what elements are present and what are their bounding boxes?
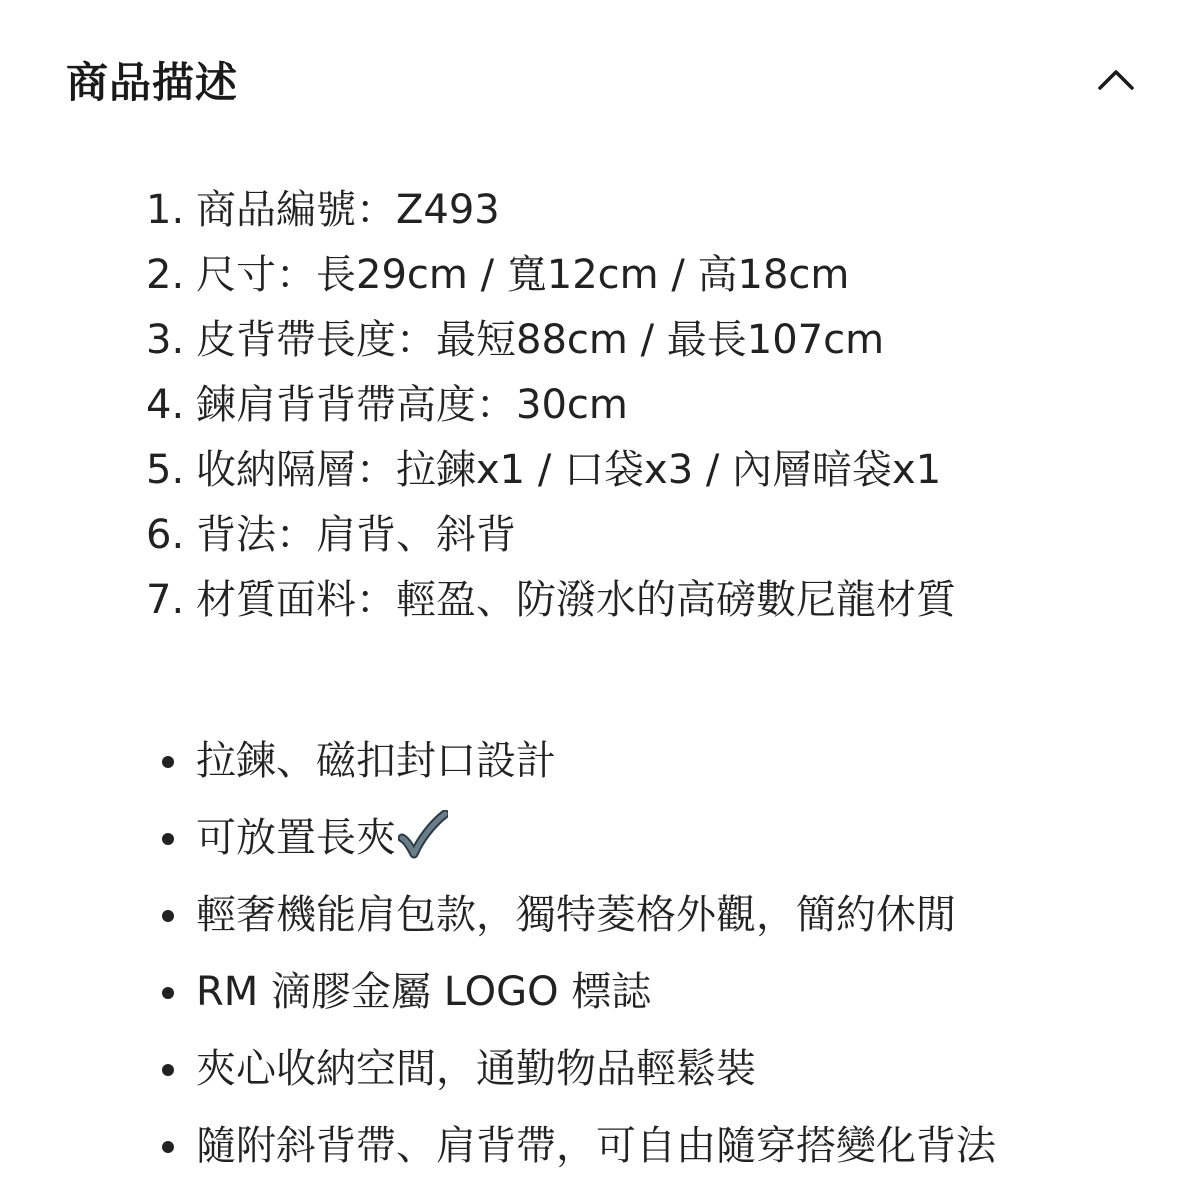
- feature-item: [0, 954, 1200, 1031]
- bullet-dot: [162, 987, 174, 999]
- feature-item: [0, 800, 1200, 877]
- spec-text: 收納隔層：拉鍊x1 / 口袋x3 / 內層暗袋x1: [196, 447, 942, 493]
- feature-text: RM 滴膠金屬 LOGO 標誌: [196, 969, 652, 1015]
- description-content: [0, 178, 1200, 1169]
- spec-number: 2.: [146, 252, 185, 298]
- spec-item: [0, 503, 1200, 568]
- bullet-dot: [162, 910, 174, 922]
- spec-number: 5.: [146, 447, 185, 493]
- spec-item: [0, 178, 1200, 243]
- spec-list: [0, 178, 1200, 633]
- section-title: 商品描述: [66, 58, 239, 107]
- spec-item: [0, 308, 1200, 373]
- spec-number: 7.: [146, 577, 185, 623]
- feature-text: 輕奢機能肩包款，獨特菱格外觀，簡約休閒: [196, 892, 956, 938]
- feature-text: 夾心收納空間，通勤物品輕鬆裝: [196, 1046, 756, 1092]
- spec-number: 6.: [146, 512, 185, 558]
- feature-text: 隨附斜背帶、肩背帶，可自由隨穿搭變化背法: [196, 1123, 996, 1169]
- spec-item: [0, 438, 1200, 503]
- spec-number: 4.: [146, 382, 185, 428]
- spec-number: 3.: [146, 317, 185, 363]
- spec-text: 材質面料：輕盈、防潑水的高磅數尼龍材質: [196, 577, 956, 623]
- spec-item: [0, 568, 1200, 633]
- feature-item: [0, 723, 1200, 800]
- spec-item: [0, 373, 1200, 438]
- bullet-dot: [162, 833, 174, 845]
- spec-text: 商品編號：Z493: [196, 187, 500, 233]
- chevron-up-icon[interactable]: [1096, 60, 1136, 100]
- description-accordion-header[interactable]: [66, 48, 1136, 112]
- bullet-dot: [162, 756, 174, 768]
- spec-number: 1.: [146, 187, 185, 233]
- bullet-dot: [162, 1064, 174, 1076]
- check-mark-icon: [398, 809, 448, 859]
- feature-item: [0, 877, 1200, 954]
- feature-list: [0, 723, 1200, 1185]
- spec-text: 皮背帶長度：最短88cm / 最長107cm: [196, 317, 885, 363]
- bullet-dot: [162, 1141, 174, 1153]
- spec-text: 尺寸：長29cm / 寬12cm / 高18cm: [196, 252, 850, 298]
- spec-text: 背法：肩背、斜背: [196, 512, 516, 558]
- feature-text: 可放置長夾: [196, 815, 396, 861]
- feature-text: 拉鍊、磁扣封口設計: [196, 738, 556, 784]
- spec-item: [0, 243, 1200, 308]
- feature-item: [0, 1108, 1200, 1185]
- spec-text: 鍊肩背背帶高度：30cm: [196, 382, 628, 428]
- feature-item: [0, 1031, 1200, 1108]
